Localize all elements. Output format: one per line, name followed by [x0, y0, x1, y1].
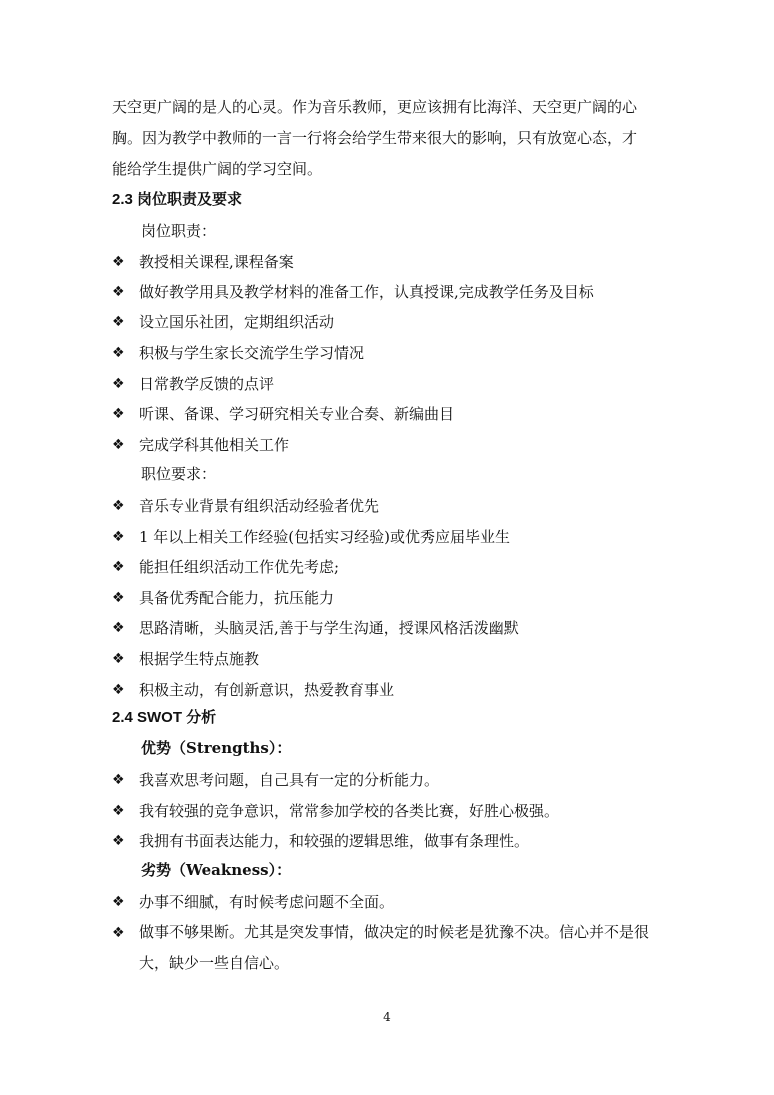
- page-number: 4: [383, 1010, 391, 1024]
- intro-line: 天空更广阔的是人的心灵。作为音乐教师，更应该拥有比海洋、天空更广阔的心: [112, 98, 638, 116]
- bullet-diamond-icon: ❖: [112, 254, 125, 270]
- intro-paragraph: [112, 92, 672, 185]
- bullet-diamond-icon: ❖: [112, 925, 125, 941]
- bullet-diamond-icon: ❖: [112, 833, 125, 849]
- duty-item: ❖ 积极与学生家长交流学生学习情况: [112, 344, 365, 362]
- bullet-diamond-icon: ❖: [112, 376, 125, 392]
- bullet-diamond-icon: ❖: [112, 803, 125, 819]
- requirements-label: 职位要求：: [141, 465, 217, 483]
- bullet-diamond-icon: ❖: [112, 284, 125, 300]
- bullet-diamond-icon: ❖: [112, 437, 125, 453]
- section-heading-2-3: 2.3 岗位职责及要求: [112, 191, 243, 208]
- duty-item: ❖ 听课、备课、学习研究相关专业合奏、新编曲目: [112, 405, 455, 423]
- strength-item: ❖ 我有较强的竞争意识，常常参加学校的各类比赛，好胜心极强。: [112, 802, 560, 820]
- bullet-diamond-icon: ❖: [112, 772, 125, 788]
- strength-item: ❖ 我喜欢思考问题，自己具有一定的分析能力。: [112, 771, 440, 789]
- duty-item: ❖ 做好教学用具及教学材料的准备工作，认真授课,完成教学任务及目标: [112, 283, 594, 301]
- bullet-diamond-icon: ❖: [112, 559, 125, 575]
- bullet-diamond-icon: ❖: [112, 345, 125, 361]
- requirement-item: ❖ 能担任组织活动工作优先考虑;: [112, 558, 340, 576]
- requirement-item: ❖ 音乐专业背景有组织活动经验者优先: [112, 497, 380, 515]
- requirement-item: ❖ 1 年以上相关工作经验(包括实习经验)或优秀应届毕业生: [112, 528, 511, 546]
- requirement-item: ❖ 积极主动，有创新意识，热爱教育事业: [112, 681, 395, 699]
- weakness-label: 劣势（Weakness）：: [141, 861, 292, 879]
- intro-line: 胸。因为教学中教师的一言一行将会给学生带来很大的影响，只有放宽心态，才: [112, 129, 638, 147]
- bullet-diamond-icon: ❖: [112, 529, 125, 545]
- weakness-item: ❖ 做事不够果断。尤其是突发事情，做决定的时候老是犹豫不决。信心并不是很 大，缺少一些自信心。: [112, 923, 650, 972]
- strength-item: ❖ 我拥有书面表达能力，和较强的逻辑思维，做事有条理性。: [112, 832, 530, 850]
- duty-item: ❖ 日常教学反馈的点评: [112, 375, 275, 393]
- bullet-diamond-icon: ❖: [112, 894, 125, 910]
- intro-line: 能给学生提供广阔的学习空间。: [112, 160, 323, 178]
- duties-label: 岗位职责：: [141, 222, 217, 240]
- bullet-diamond-icon: ❖: [112, 590, 125, 606]
- requirement-item: ❖ 根据学生特点施教: [112, 650, 260, 668]
- section-heading-2-4: 2.4 SWOT 分析: [112, 709, 217, 726]
- requirement-item: ❖ 具备优秀配合能力，抗压能力: [112, 589, 335, 607]
- requirement-item: ❖ 思路清晰，头脑灵活,善于与学生沟通，授课风格活泼幽默: [112, 619, 519, 637]
- duty-item: ❖ 设立国乐社团，定期组织活动: [112, 313, 335, 331]
- bullet-diamond-icon: ❖: [112, 682, 125, 698]
- duty-item: ❖ 完成学科其他相关工作: [112, 436, 290, 454]
- bullet-diamond-icon: ❖: [112, 314, 125, 330]
- bullet-diamond-icon: ❖: [112, 406, 125, 422]
- strengths-label: 优势（Strengths）：: [141, 739, 292, 757]
- bullet-diamond-icon: ❖: [112, 498, 125, 514]
- duty-item: ❖ 教授相关课程,课程备案: [112, 253, 294, 271]
- bullet-diamond-icon: ❖: [112, 651, 125, 667]
- bullet-diamond-icon: ❖: [112, 620, 125, 636]
- weakness-item: ❖ 办事不细腻，有时候考虑问题不全面。: [112, 893, 395, 911]
